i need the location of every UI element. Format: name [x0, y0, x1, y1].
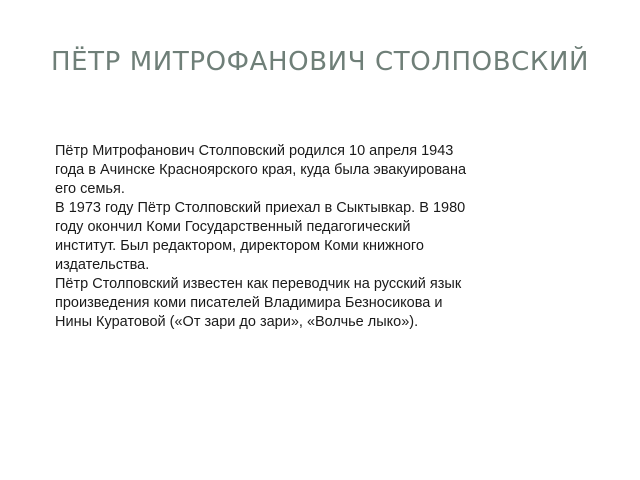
paragraph-career: В 1973 году Пётр Столповский приехал в Сыктывкар. В 1980 году окончил Коми Государственный педагогический институт. Был редактором, директором Коми книжного издательства.: [55, 200, 466, 273]
paragraph-birth: Пётр Митрофанович Столповский родился 10 апреля 1943 года в Ачинске Красноярского края, куда была эвакуирована его семья.: [55, 143, 467, 197]
paragraph-translations: Пётр Столповский известен как переводчик на русский язык произведения коми писателей Владимира Безносикова и Нины Куратовой («От зари до зари», «Волчье лыко»).: [55, 276, 462, 330]
slide-title: ПЁТР МИТРОФАНОВИЧ СТОЛПОВСКИЙ: [50, 47, 590, 77]
slide-body: [55, 142, 475, 332]
